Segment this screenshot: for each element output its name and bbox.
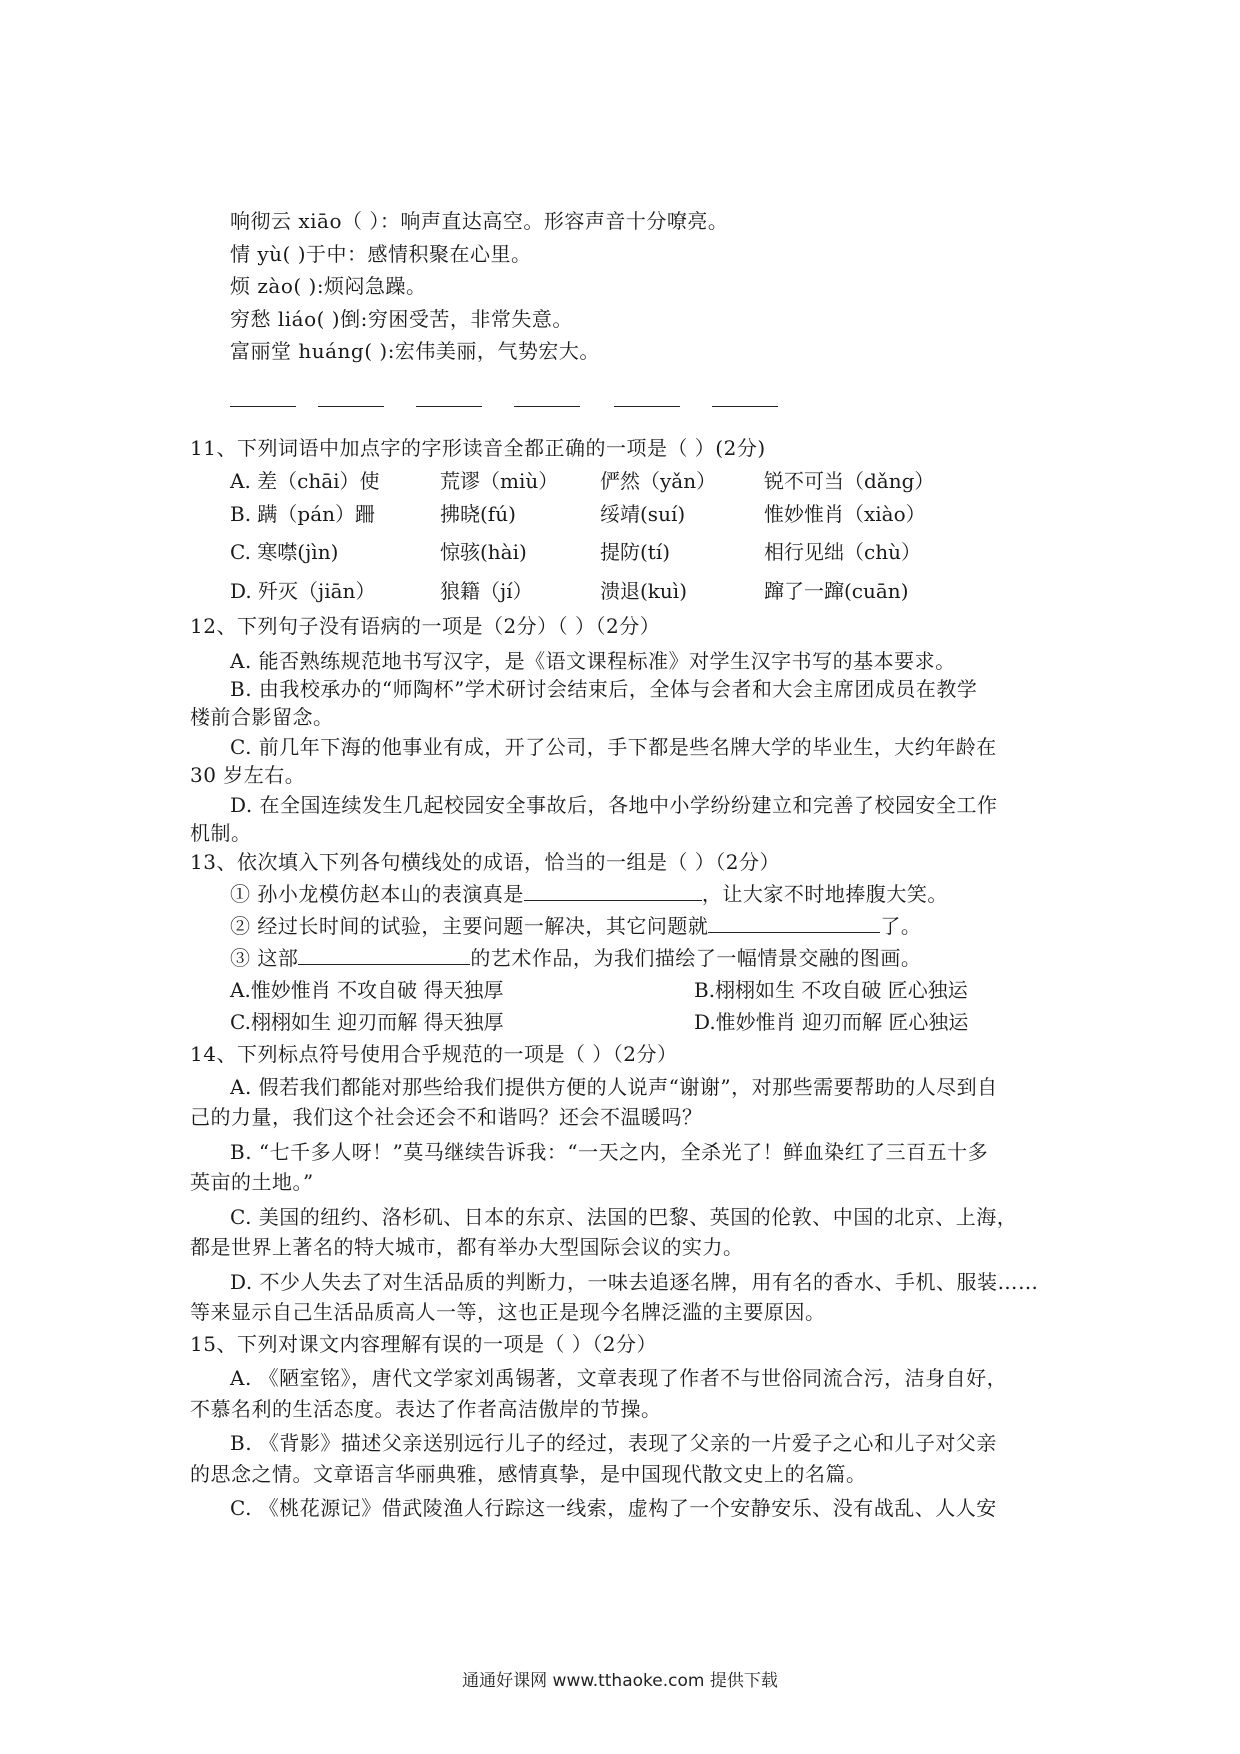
- q15-line: 的思念之情。文章语言华丽典雅，感情真挚，是中国现代散文史上的名篇。: [190, 1462, 867, 1486]
- q11-option-a-2: 荒谬（miù）: [440, 469, 559, 493]
- question-14-stem: 14、下列标点符号使用合乎规范的一项是（ ）（2分）: [190, 1042, 678, 1066]
- q11-option-b-1: B. 蹒（pán）跚: [230, 502, 376, 526]
- q11-option-c-3: 提防(tí): [600, 540, 671, 564]
- vocab-line: 富丽堂 huáng( ):宏伟美丽，气势宏大。: [230, 339, 600, 363]
- q14-line: 等来显示自己生活品质高人一等，这也正是现今名牌泛滥的主要原因。: [190, 1300, 826, 1324]
- vocab-line: 穷愁 liáo( )倒:穷困受苦，非常失意。: [230, 307, 573, 331]
- q14-line: 己的力量，我们这个社会还会不和谐吗？还会不温暖吗？: [190, 1105, 703, 1129]
- q12-line: D. 在全国连续发生几起校园安全事故后，各地中小学纷纷建立和完善了校园安全工作: [230, 793, 998, 817]
- q11-option-b-3: 绥靖(suí): [600, 502, 686, 526]
- q11-option-c-4: 相行见绌（chù）: [764, 540, 921, 564]
- answer-blank[interactable]: [318, 406, 384, 407]
- q11-option-d-4: 蹿了一蹿(cuān): [764, 579, 909, 603]
- vocab-line: 烦 zào( ):烦闷急躁。: [230, 274, 427, 298]
- q11-option-b-4: 惟妙惟肖（xiào）: [764, 502, 926, 526]
- q11-option-d-3: 溃退(kuì): [600, 579, 688, 603]
- q12-line: 楼前合影留念。: [190, 705, 334, 729]
- q14-line: B. “七千多人呀！”莫马继续告诉我：“一天之内，全杀光了！鲜血染红了三百五十多: [230, 1140, 989, 1164]
- q11-option-a-3: 俨然（yǎn）: [600, 469, 717, 493]
- q13-option-a: A.惟妙惟肖 不攻自破 得天独厚: [230, 978, 504, 1002]
- q14-line: D. 不少人失去了对生活品质的判断力，一味去追逐名牌，用有名的香水、手机、服装……: [230, 1270, 1039, 1294]
- q13-sentence-2: [230, 912, 921, 940]
- fill-blank[interactable]: [524, 880, 702, 901]
- q13-option-c: C.栩栩如生 迎刃而解 得天独厚: [230, 1010, 504, 1034]
- q12-line: 机制。: [190, 821, 252, 845]
- answer-blank[interactable]: [230, 406, 296, 407]
- q13-s2-before: ② 经过长时间的试验，主要问题一解决，其它问题就: [230, 914, 709, 938]
- vocab-line: 响彻云 xiāo（ ）：响声直达高空。形容声音十分嘹亮。: [230, 209, 729, 233]
- q11-option-b-2: 拂晓(fú): [440, 502, 516, 526]
- q13-option-b: B.栩栩如生 不攻自破 匠心独运: [694, 978, 968, 1002]
- q13-s1-after: ，让大家不时地捧腹大笑。: [701, 882, 948, 906]
- question-15-stem: 15、下列对课文内容理解有误的一项是（ ）（2分）: [190, 1332, 658, 1356]
- fill-blank[interactable]: [708, 912, 880, 933]
- q13-sentence-3: [230, 944, 921, 972]
- answer-blank[interactable]: [514, 406, 580, 407]
- q14-line: 英亩的土地。”: [190, 1170, 314, 1194]
- question-11-stem: 11、下列词语中加点字的字形读音全都正确的一项是（ ）(2分): [190, 436, 766, 460]
- question-12-stem: 12、下列句子没有语病的一项是（2分）（ ）（2分）: [190, 614, 661, 638]
- q14-line: A. 假若我们都能对那些给我们提供方便的人说声“谢谢”，对那些需要帮助的人尽到自: [230, 1075, 998, 1099]
- q15-line: 不慕名利的生活态度。表达了作者高洁傲岸的节操。: [190, 1397, 662, 1421]
- q11-option-d-1: D. 歼灭（jiān）: [230, 579, 376, 603]
- q12-line: C. 前几年下海的他事业有成，开了公司，手下都是些名牌大学的毕业生，大约年龄在: [230, 735, 997, 759]
- answer-blank[interactable]: [614, 406, 680, 407]
- q11-option-c-1: C. 寒噤(jìn): [230, 540, 339, 564]
- question-13-stem: 13、依次填入下列各句横线处的成语，恰当的一组是（ ）（2分）: [190, 850, 781, 874]
- q15-line: C. 《桃花源记》借武陵渔人行踪这一线索，虚构了一个安静安乐、没有战乱、人人安: [230, 1496, 997, 1520]
- answer-blank[interactable]: [712, 406, 778, 407]
- q15-line: A. 《陋室铭》，唐代文学家刘禹锡著，文章表现了作者不与世俗同流合污，洁身自好，: [230, 1366, 1008, 1390]
- fill-blank[interactable]: [298, 944, 470, 965]
- footer-source: 通通好课网 www.tthaoke.com 提供下载: [462, 1671, 778, 1691]
- q11-option-d-2: 狼籍（jí）: [440, 579, 533, 603]
- q13-s1-before: ① 孙小龙模仿赵本山的表演真是: [230, 882, 524, 906]
- vocab-line: 情 yù( )于中：感情积聚在心里。: [230, 242, 532, 266]
- q14-line: 都是世界上著名的特大城市，都有举办大型国际会议的实力。: [190, 1235, 744, 1259]
- q11-option-c-2: 惊骇(hài): [440, 540, 527, 564]
- q11-option-a-1: A. 差（chāi）使: [230, 469, 380, 493]
- q13-option-d: D.惟妙惟肖 迎刃而解 匠心独运: [694, 1010, 969, 1034]
- q13-s2-after: 了。: [880, 914, 922, 938]
- q13-sentence-1: [230, 880, 948, 908]
- q12-line: 30 岁左右。: [190, 763, 306, 787]
- q11-option-a-4: 锐不可当（dǎng）: [764, 469, 935, 493]
- q13-s3-after: 的艺术作品，为我们描绘了一幅情景交融的图画。: [470, 946, 922, 970]
- answer-blank[interactable]: [416, 406, 482, 407]
- q14-line: C. 美国的纽约、洛杉矶、日本的东京、法国的巴黎、英国的伦敦、中国的北京、上海，: [230, 1205, 1018, 1229]
- q12-line: A. 能否熟练规范地书写汉字，是《语文课程标准》对学生汉字书写的基本要求。: [230, 649, 956, 673]
- q15-line: B. 《背影》描述父亲送别远行儿子的经过，表现了父亲的一片爱子之心和儿子对父亲: [230, 1431, 997, 1455]
- q12-line: B. 由我校承办的“师陶杯”学术研讨会结束后，全体与会者和大会主席团成员在教学: [230, 677, 978, 701]
- q13-s3-before: ③ 这部: [230, 946, 299, 970]
